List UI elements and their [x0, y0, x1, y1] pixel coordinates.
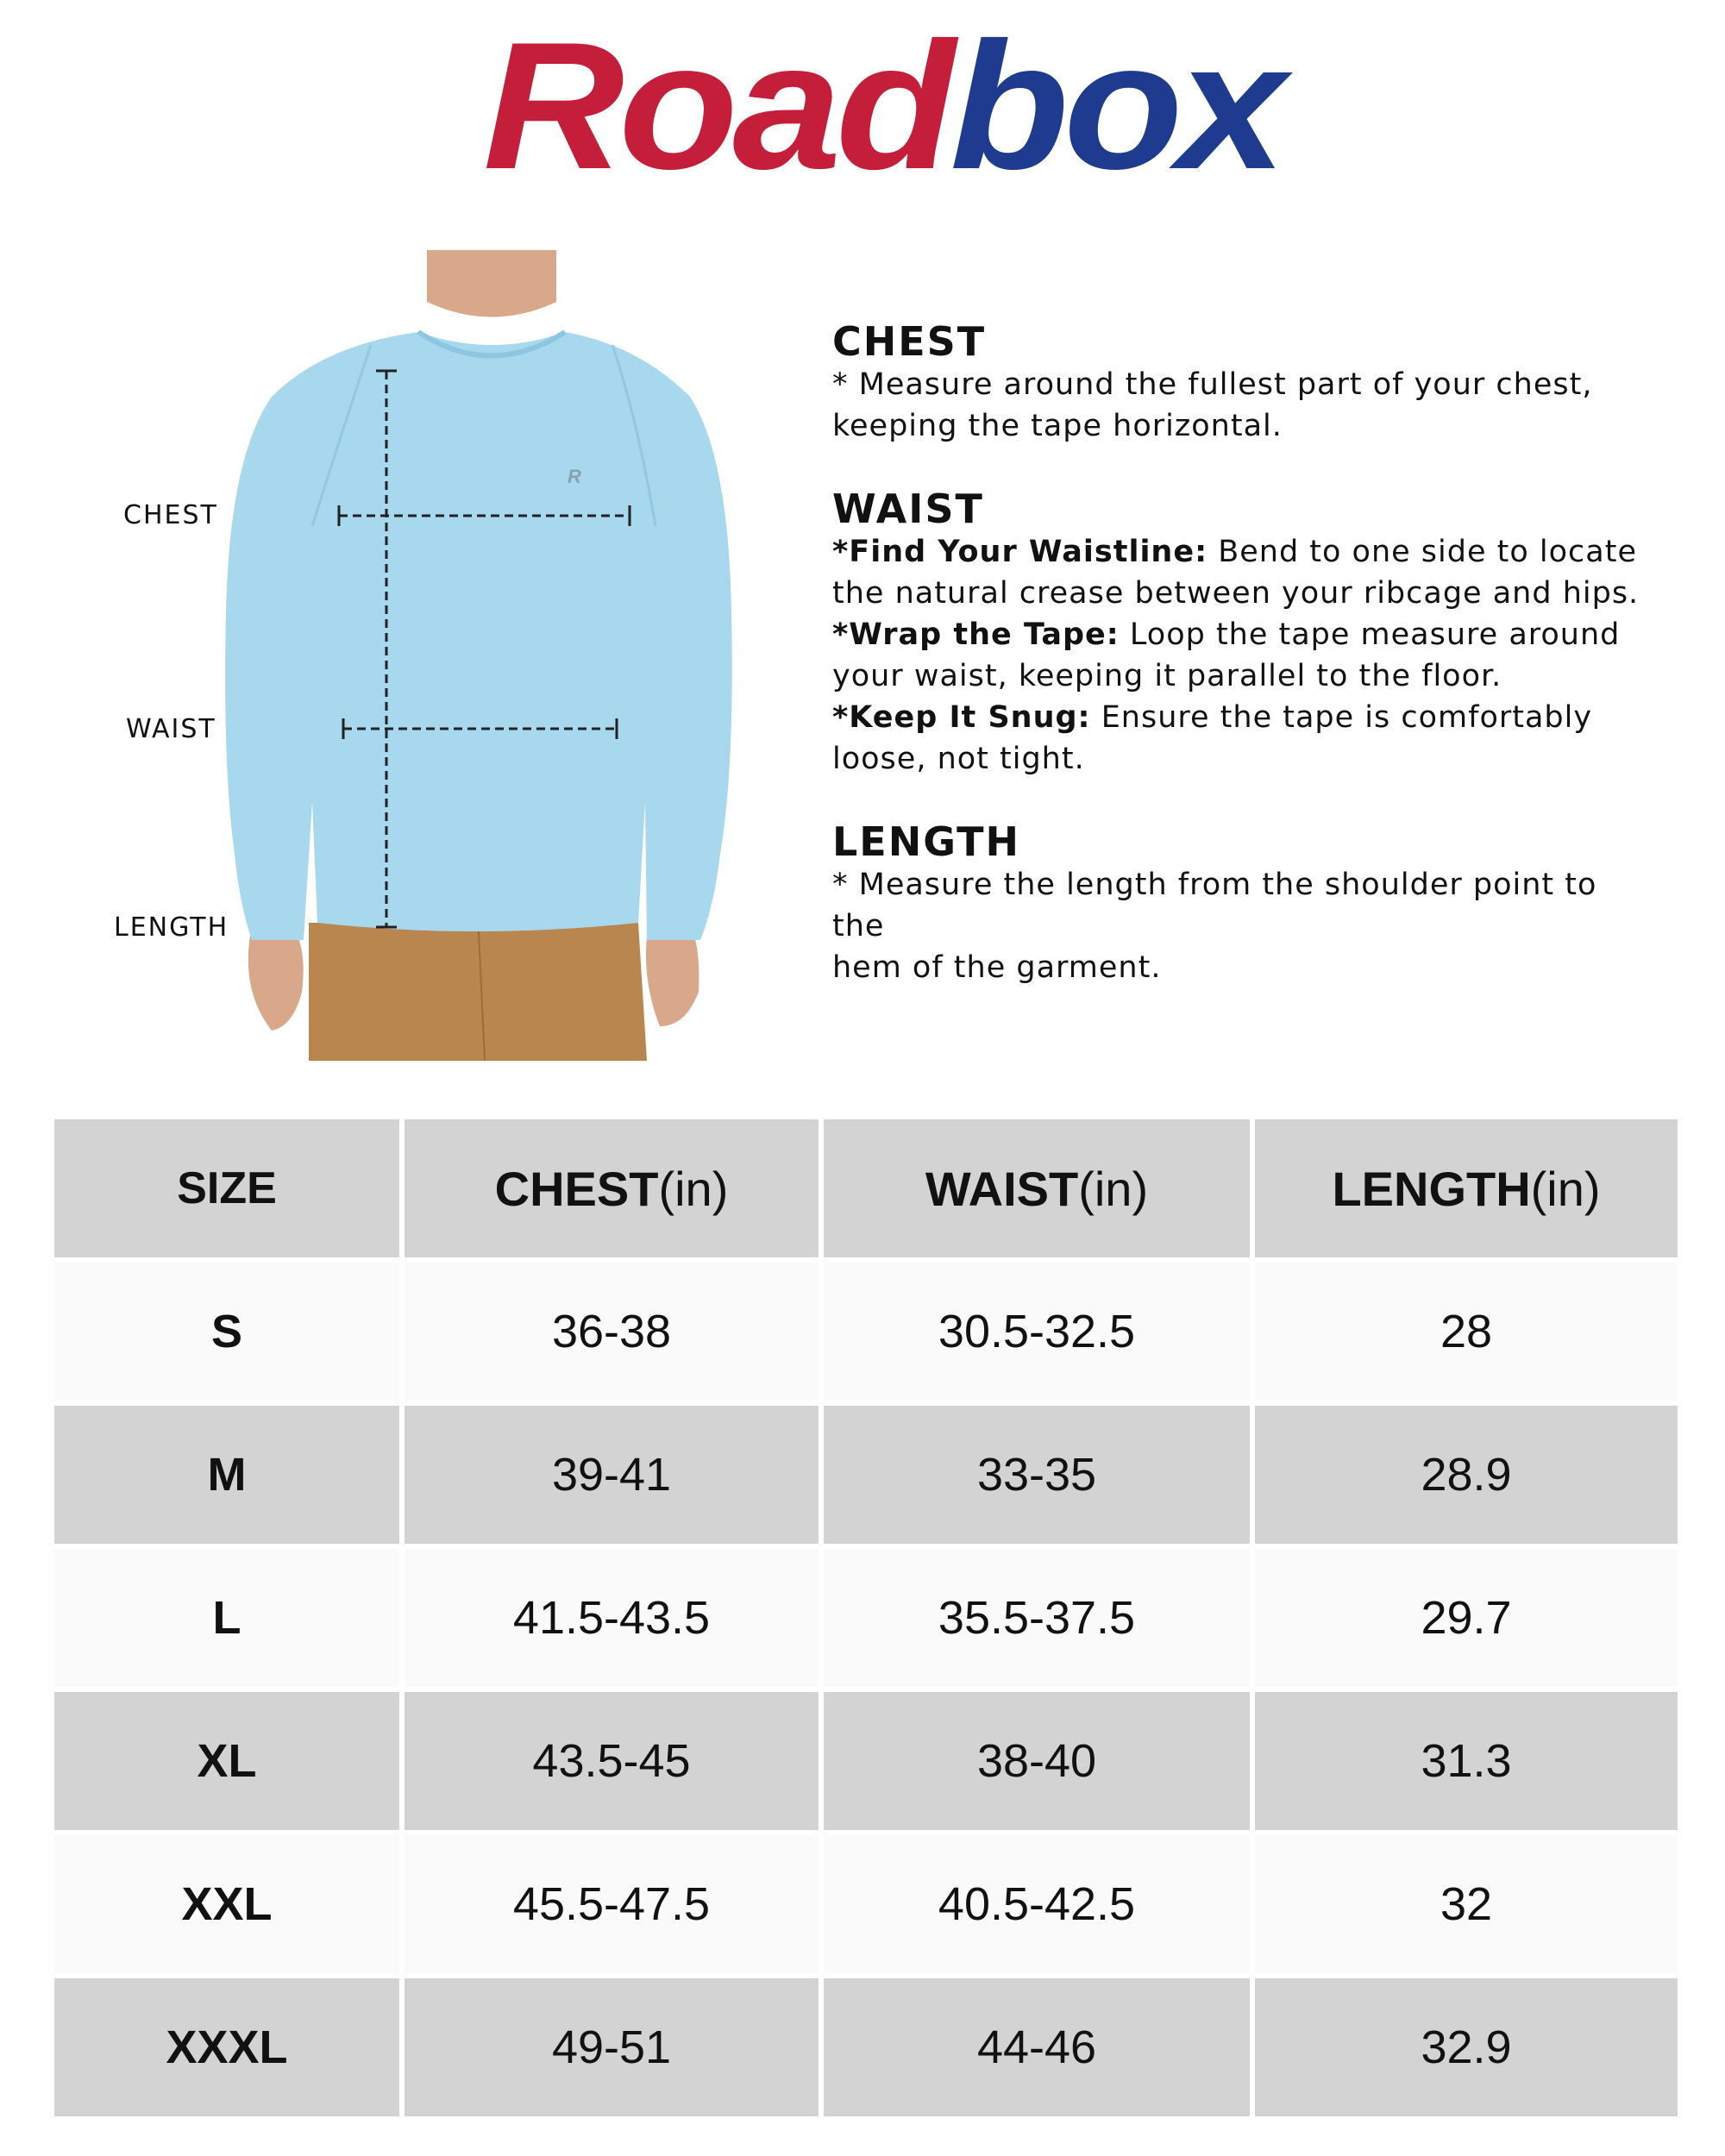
- guide-length-heading: LENGTH: [832, 818, 1021, 865]
- cell-size: L: [54, 1549, 399, 1687]
- brand-logo: [483, 4, 1281, 207]
- guide-waist: [832, 486, 1652, 780]
- svg-text:R: R: [568, 466, 581, 487]
- guide-length-line2: hem of the garment.: [832, 950, 1162, 985]
- table-row: [54, 1835, 1678, 1973]
- cell-length: 32.9: [1255, 1978, 1678, 2116]
- figure-label-length: LENGTH: [114, 912, 229, 943]
- cell-waist: 30.5-32.5: [824, 1263, 1250, 1401]
- guide-waist-tip2-label: *Wrap the Tape:: [832, 617, 1120, 652]
- cell-waist: 35.5-37.5: [824, 1549, 1250, 1687]
- cell-length: 32: [1255, 1835, 1678, 1973]
- cell-length: 28: [1255, 1263, 1678, 1401]
- header-size: SIZE: [54, 1119, 399, 1257]
- cell-waist: 33-35: [824, 1406, 1250, 1544]
- guide-length: [832, 819, 1652, 988]
- table-row: [54, 1406, 1678, 1544]
- table-header-row: [54, 1119, 1678, 1257]
- cell-chest: 41.5-43.5: [405, 1549, 819, 1687]
- guide-chest-heading: CHEST: [832, 318, 987, 365]
- cell-chest: 36-38: [405, 1263, 819, 1401]
- cell-waist: 40.5-42.5: [824, 1835, 1250, 1973]
- logo-text-box: box: [950, 4, 1281, 207]
- cell-waist: 44-46: [824, 1978, 1250, 2116]
- logo-text-road: Road: [483, 4, 950, 207]
- model-figure: [86, 250, 759, 1061]
- cell-length: 31.3: [1255, 1692, 1678, 1830]
- guide-waist-tip1-text2: the natural crease between your ribcage and hips.: [832, 576, 1640, 611]
- figure-label-chest: CHEST: [123, 500, 218, 530]
- cell-chest: 39-41: [405, 1406, 819, 1544]
- table-row: [54, 1978, 1678, 2116]
- cell-size: XXXL: [54, 1978, 399, 2116]
- guide-chest-line1: * Measure around the fullest part of your chest,: [832, 367, 1593, 402]
- cell-waist: 38-40: [824, 1692, 1250, 1830]
- header-chest: CHEST (in): [405, 1119, 819, 1257]
- guide-chest-line2: keeping the tape horizontal.: [832, 409, 1283, 443]
- cell-length: 28.9: [1255, 1406, 1678, 1544]
- guide-waist-tip1-label: *Find Your Waistline:: [832, 535, 1208, 569]
- guide-waist-tip3-text2: loose, not tight.: [832, 742, 1085, 776]
- guide-waist-tip3-text1: Ensure the tape is comfortably: [1090, 700, 1593, 735]
- cell-chest: 43.5-45: [405, 1692, 819, 1830]
- guide-waist-heading: WAIST: [832, 486, 984, 532]
- table-row: [54, 1549, 1678, 1687]
- header-length: LENGTH (in): [1255, 1119, 1678, 1257]
- cell-size: XL: [54, 1692, 399, 1830]
- table-row: [54, 1263, 1678, 1401]
- figure-label-waist: WAIST: [126, 714, 216, 744]
- cell-length: 29.7: [1255, 1549, 1678, 1687]
- cell-size: XXL: [54, 1835, 399, 1973]
- shirt-body: [225, 332, 732, 940]
- header-waist: WAIST (in): [824, 1119, 1250, 1257]
- cell-chest: 49-51: [405, 1978, 819, 2116]
- guide-waist-tip2-text2: your waist, keeping it parallel to the floor.: [832, 659, 1502, 693]
- guide-waist-tip1-text1: Bend to one side to locate: [1208, 535, 1637, 569]
- cell-size: M: [54, 1406, 399, 1544]
- measurement-guide: [832, 319, 1652, 1028]
- guide-waist-tip2-text1: Loop the tape measure around: [1119, 617, 1621, 652]
- cell-size: S: [54, 1263, 399, 1401]
- size-chart-table: [54, 1119, 1678, 2122]
- guide-waist-tip3-label: *Keep It Snug:: [832, 700, 1091, 735]
- guide-length-line1: * Measure the length from the shoulder point to the: [832, 868, 1597, 943]
- guide-chest: [832, 319, 1652, 447]
- table-row: [54, 1692, 1678, 1830]
- cell-chest: 45.5-47.5: [405, 1835, 819, 1973]
